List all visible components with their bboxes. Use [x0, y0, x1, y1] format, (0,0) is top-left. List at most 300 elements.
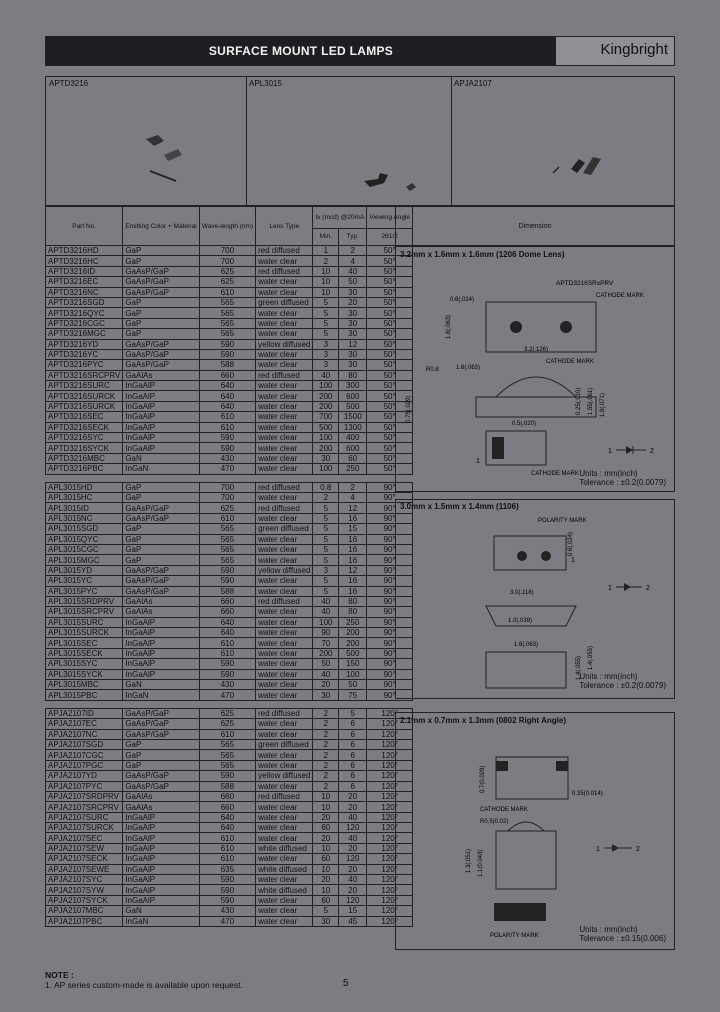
wavelength-cell: 565	[199, 297, 255, 307]
table-row	[46, 781, 413, 791]
table-row	[46, 823, 413, 833]
table-row	[46, 555, 413, 565]
wavelength-cell: 640	[199, 823, 255, 833]
emitting-color-cell: GaP	[123, 329, 199, 339]
package-label: APL3015	[249, 79, 282, 88]
iv-min-cell: 100	[313, 464, 339, 474]
lens-type-cell: water clear	[256, 329, 313, 339]
lens-type-cell: yellow diffused	[256, 771, 313, 781]
iv-typ-cell: 20	[339, 791, 367, 801]
table-row	[46, 895, 413, 905]
wavelength-cell: 700	[199, 256, 255, 266]
table-row	[46, 885, 413, 895]
dimension-title: 2.1mm x 0.7mm x 1.3mm (0802 Right Angle)	[400, 716, 566, 725]
viewing-angle-cell: 120°	[367, 916, 413, 926]
lens-type-cell: water clear	[256, 391, 313, 401]
iv-typ-cell: 16	[339, 534, 367, 544]
lens-type-cell: green diffused	[256, 739, 313, 749]
lens-type-cell: water clear	[256, 719, 313, 729]
viewing-angle-cell: 50°	[367, 287, 413, 297]
viewing-angle-cell: 50°	[367, 246, 413, 256]
wavelength-cell: 640	[199, 628, 255, 638]
units-text: Units : mm(inch)	[579, 925, 638, 934]
viewing-angle-cell: 90°	[367, 492, 413, 502]
part-no-cell: APTD3216MGC	[46, 329, 123, 339]
viewing-angle-cell: 90°	[367, 534, 413, 544]
viewing-angle-cell: 90°	[367, 607, 413, 617]
iv-min-cell: 5	[313, 308, 339, 318]
lens-type-cell: water clear	[256, 308, 313, 318]
iv-min-cell: 5	[313, 586, 339, 596]
lens-type-cell: white diffused	[256, 843, 313, 853]
emitting-color-cell: GaP	[123, 534, 199, 544]
iv-min-cell: 2	[313, 256, 339, 266]
dimension-title: 3.0mm x 1.5mm x 1.4mm (1106)	[400, 502, 519, 511]
part-no-cell: APL3015QYC	[46, 534, 123, 544]
table-row	[46, 729, 413, 739]
iv-typ-cell: 40	[339, 833, 367, 843]
wavelength-cell: 565	[199, 555, 255, 565]
part-label: APTD3216SRxPRV	[556, 280, 614, 287]
viewing-angle-cell: 50°	[367, 277, 413, 287]
viewing-angle-cell: 50°	[367, 412, 413, 422]
package-label: APTD3216	[49, 79, 89, 88]
viewing-angle-cell: 90°	[367, 482, 413, 492]
wavelength-cell: 625	[199, 708, 255, 718]
dimension-panel-0802	[395, 712, 675, 950]
wavelength-cell: 700	[199, 482, 255, 492]
iv-min-cell: 70	[313, 638, 339, 648]
lens-type-cell: water clear	[256, 381, 313, 391]
iv-min-cell: 2	[313, 781, 339, 791]
emitting-color-cell: InGaAlP	[123, 854, 199, 864]
iv-typ-cell: 20	[339, 297, 367, 307]
dim-label: R0.8	[426, 367, 439, 373]
viewing-angle-cell: 50°	[367, 464, 413, 474]
emitting-color-cell: GaAsP/GaP	[123, 266, 199, 276]
viewing-angle-cell: 90°	[367, 596, 413, 606]
iv-min-cell: 30	[313, 690, 339, 700]
table-row	[46, 854, 413, 864]
viewing-angle-cell: 50°	[367, 391, 413, 401]
lens-type-cell: water clear	[256, 729, 313, 739]
dimension-panel-1206	[395, 246, 675, 492]
dim-label: 1.4(.055)	[576, 655, 582, 680]
part-no-cell: APL3015SYCK	[46, 669, 123, 679]
lens-type-cell: water clear	[256, 659, 313, 669]
iv-typ-cell: 80	[339, 607, 367, 617]
emitting-color-cell: GaAsP/GaP	[123, 513, 199, 523]
viewing-angle-cell: 90°	[367, 648, 413, 658]
iv-typ-cell: 6	[339, 739, 367, 749]
table-row	[46, 544, 413, 554]
table-row	[46, 864, 413, 874]
viewing-angle-cell: 90°	[367, 513, 413, 523]
dim-label: 0.75(.029)	[406, 395, 412, 423]
table-row	[46, 433, 413, 443]
part-no-cell: APJA2107YD	[46, 771, 123, 781]
lens-type-cell: red diffused	[256, 246, 313, 256]
viewing-angle-cell: 120°	[367, 895, 413, 905]
iv-typ-cell: 200	[339, 638, 367, 648]
viewing-angle-cell: 120°	[367, 864, 413, 874]
wavelength-cell: 430	[199, 906, 255, 916]
iv-typ-cell: 1300	[339, 422, 367, 432]
viewing-angle-cell: 50°	[367, 453, 413, 463]
col-part-no: Part No.	[46, 207, 123, 246]
units-note	[579, 469, 666, 487]
table-row	[46, 381, 413, 391]
part-no-cell: APJA2107SYW	[46, 885, 123, 895]
pin-label: 1	[608, 448, 612, 455]
part-no-cell: APJA2107CGC	[46, 750, 123, 760]
cathode-mark-label: CATHODE MARK	[596, 293, 644, 299]
lens-type-cell: red diffused	[256, 708, 313, 718]
led-spec-table	[45, 206, 413, 927]
table-row	[46, 659, 413, 669]
part-no-cell: APJA2107PGC	[46, 760, 123, 770]
lens-type-cell: water clear	[256, 412, 313, 422]
part-no-cell: APTD3216ID	[46, 266, 123, 276]
iv-typ-cell: 4	[339, 492, 367, 502]
emitting-color-cell: GaN	[123, 906, 199, 916]
iv-min-cell: 20	[313, 833, 339, 843]
emitting-color-cell: InGaAlP	[123, 422, 199, 432]
lens-type-cell: green diffused	[256, 524, 313, 534]
part-no-cell: APL3015SRCPRV	[46, 607, 123, 617]
iv-min-cell: 10	[313, 277, 339, 287]
table-row	[46, 596, 413, 606]
emitting-color-cell: InGaAlP	[123, 669, 199, 679]
lens-type-cell: red diffused	[256, 370, 313, 380]
wavelength-cell: 590	[199, 565, 255, 575]
dim-label: 1.6(.063)	[514, 642, 539, 648]
emitting-color-cell: GaAsP/GaP	[123, 339, 199, 349]
dim-label: 3.0(.118)	[510, 590, 534, 596]
apja-package-sketch	[451, 77, 674, 205]
lens-type-cell: water clear	[256, 617, 313, 627]
dim-label: 1.0(.039)	[508, 618, 533, 624]
iv-min-cell: 500	[313, 422, 339, 432]
viewing-angle-cell: 120°	[367, 812, 413, 822]
iv-typ-cell: 40	[339, 875, 367, 885]
cathode-mark-label: CATHODE MARK	[531, 471, 579, 477]
wavelength-cell: 590	[199, 885, 255, 895]
lens-type-cell: water clear	[256, 464, 313, 474]
lens-type-cell: white diffused	[256, 864, 313, 874]
wavelength-cell: 625	[199, 503, 255, 513]
diode-symbol-icon	[612, 844, 619, 852]
dim-label: 0.6(.024)	[450, 297, 475, 303]
polarity-mark-label: POLARITY MARK	[538, 518, 587, 524]
wavelength-cell: 470	[199, 916, 255, 926]
iv-min-cell: 10	[313, 791, 339, 801]
dimension-drawing-1206	[396, 247, 674, 491]
emitting-color-cell: InGaAlP	[123, 628, 199, 638]
part-no-cell: APJA2107PBC	[46, 916, 123, 926]
iv-min-cell: 5	[313, 503, 339, 513]
part-no-cell: APTD3216CGC	[46, 318, 123, 328]
emitting-color-cell: InGaN	[123, 916, 199, 926]
tolerance-text: Tolerance : ±0.2(0.0079)	[579, 478, 666, 487]
col-emitting-color: Emitting Color + Material	[123, 207, 199, 246]
diode-symbol-icon	[626, 446, 633, 454]
lens-type-cell: water clear	[256, 854, 313, 864]
iv-typ-cell: 250	[339, 464, 367, 474]
wavelength-cell: 590	[199, 895, 255, 905]
emitting-color-cell: GaAsP/GaP	[123, 729, 199, 739]
table-row	[46, 906, 413, 916]
table-row	[46, 256, 413, 266]
iv-typ-cell: 16	[339, 586, 367, 596]
table-row	[46, 607, 413, 617]
col-wavelength: Wave-length (nm)	[199, 207, 255, 246]
part-no-cell: APTD3216PBC	[46, 464, 123, 474]
iv-typ-cell: 30	[339, 360, 367, 370]
table-row	[46, 565, 413, 575]
lens-type-cell: water clear	[256, 256, 313, 266]
dim-label: 1.6(.063)	[456, 365, 481, 371]
lens-type-cell: water clear	[256, 669, 313, 679]
iv-typ-cell: 500	[339, 401, 367, 411]
viewing-angle-cell: 50°	[367, 433, 413, 443]
lens-type-cell: water clear	[256, 349, 313, 359]
iv-typ-cell: 100	[339, 669, 367, 679]
iv-typ-cell: 6	[339, 771, 367, 781]
lens-type-cell: water clear	[256, 823, 313, 833]
lens-type-cell: water clear	[256, 513, 313, 523]
part-no-cell: APL3015SYC	[46, 659, 123, 669]
part-no-cell: APJA2107SYC	[46, 875, 123, 885]
dimension-panel-1106	[395, 499, 675, 699]
lens-type-cell: water clear	[256, 277, 313, 287]
wavelength-cell: 640	[199, 812, 255, 822]
iv-min-cell: 5	[313, 297, 339, 307]
iv-min-cell: 40	[313, 596, 339, 606]
lens-type-cell: water clear	[256, 781, 313, 791]
emitting-color-cell: GaAsP/GaP	[123, 586, 199, 596]
wavelength-cell: 640	[199, 617, 255, 627]
iv-min-cell: 2	[313, 729, 339, 739]
table-row	[46, 719, 413, 729]
iv-min-cell: 30	[313, 453, 339, 463]
iv-typ-cell: 6	[339, 719, 367, 729]
iv-min-cell: 200	[313, 401, 339, 411]
viewing-angle-cell: 50°	[367, 401, 413, 411]
col-min: Min.	[313, 228, 339, 245]
table-row	[46, 791, 413, 801]
package-cell-apja	[451, 77, 674, 205]
viewing-angle-cell: 90°	[367, 690, 413, 700]
emitting-color-cell: InGaAlP	[123, 412, 199, 422]
emitting-color-cell: GaN	[123, 680, 199, 690]
iv-min-cell: 5	[313, 329, 339, 339]
iv-typ-cell: 80	[339, 596, 367, 606]
viewing-angle-cell: 120°	[367, 771, 413, 781]
part-no-cell: APJA2107SEWE	[46, 864, 123, 874]
viewing-angle-cell: 120°	[367, 802, 413, 812]
iv-min-cell: 3	[313, 360, 339, 370]
table-row	[46, 617, 413, 627]
part-no-cell: APTD3216SYC	[46, 433, 123, 443]
pin-label: 2	[636, 846, 640, 853]
emitting-color-cell: GaAlAs	[123, 802, 199, 812]
table-row	[46, 412, 413, 422]
wavelength-cell: 470	[199, 464, 255, 474]
table-row	[46, 297, 413, 307]
iv-typ-cell: 20	[339, 802, 367, 812]
lens-type-cell: water clear	[256, 443, 313, 453]
emitting-color-cell: GaAsP/GaP	[123, 708, 199, 718]
wavelength-cell: 660	[199, 596, 255, 606]
part-no-cell: APL3015SECK	[46, 648, 123, 658]
table-row	[46, 370, 413, 380]
bottom-view-outline	[486, 652, 566, 688]
table-row	[46, 916, 413, 926]
cathode-mark-label: CATHODE MARK	[480, 807, 528, 813]
viewing-angle-cell: 90°	[367, 555, 413, 565]
lens-type-cell: water clear	[256, 607, 313, 617]
iv-min-cell: 2	[313, 492, 339, 502]
wavelength-cell: 660	[199, 802, 255, 812]
spec-rows	[46, 246, 413, 927]
emitting-color-cell: GaP	[123, 482, 199, 492]
iv-typ-cell: 12	[339, 565, 367, 575]
wavelength-cell: 588	[199, 781, 255, 791]
emitting-color-cell: GaP	[123, 555, 199, 565]
col-iv: Iv (mcd) @20mA	[313, 207, 367, 229]
lens-type-cell: water clear	[256, 680, 313, 690]
wavelength-cell: 565	[199, 750, 255, 760]
part-no-cell: APJA2107MBC	[46, 906, 123, 916]
iv-min-cell: 2	[313, 739, 339, 749]
viewing-angle-cell: 120°	[367, 843, 413, 853]
dim-label: 0.5(.020)	[512, 421, 537, 427]
pin-label: 1	[476, 458, 480, 465]
iv-typ-cell: 6	[339, 750, 367, 760]
wavelength-cell: 610	[199, 843, 255, 853]
lens-type-cell: water clear	[256, 453, 313, 463]
table-row	[46, 833, 413, 843]
table-row	[46, 277, 413, 287]
viewing-angle-cell: 50°	[367, 422, 413, 432]
iv-min-cell: 2	[313, 719, 339, 729]
iv-min-cell: 2	[313, 760, 339, 770]
note-title: NOTE :	[45, 970, 74, 980]
iv-typ-cell: 15	[339, 524, 367, 534]
emitting-color-cell: GaAlAs	[123, 596, 199, 606]
lens-type-cell: water clear	[256, 760, 313, 770]
iv-min-cell: 10	[313, 885, 339, 895]
top-view-outline	[486, 302, 596, 352]
dim-label: 3.2(.126)	[524, 347, 549, 353]
group-separator	[46, 700, 413, 708]
lens-type-cell: water clear	[256, 750, 313, 760]
viewing-angle-cell: 50°	[367, 360, 413, 370]
emitting-color-cell: GaAlAs	[123, 370, 199, 380]
table-row	[46, 482, 413, 492]
wavelength-cell: 700	[199, 246, 255, 256]
table-row	[46, 308, 413, 318]
iv-min-cell: 700	[313, 412, 339, 422]
part-no-cell: APTD3216SGD	[46, 297, 123, 307]
part-no-cell: APL3015NC	[46, 513, 123, 523]
emitting-color-cell: InGaAlP	[123, 659, 199, 669]
emitting-color-cell: GaP	[123, 524, 199, 534]
iv-typ-cell: 16	[339, 555, 367, 565]
package-cell-apl	[246, 77, 452, 205]
lens-type-cell: water clear	[256, 875, 313, 885]
iv-typ-cell: 2	[339, 246, 367, 256]
iv-min-cell: 20	[313, 680, 339, 690]
note-text: 1. AP series custom-made is available upon request.	[45, 980, 243, 990]
iv-min-cell: 10	[313, 843, 339, 853]
group-separator	[46, 474, 413, 482]
iv-min-cell: 2	[313, 708, 339, 718]
pin-label: 1	[571, 557, 575, 564]
table-row	[46, 534, 413, 544]
iv-min-cell: 5	[313, 576, 339, 586]
part-no-cell: APTD3216HD	[46, 246, 123, 256]
iv-typ-cell: 16	[339, 544, 367, 554]
pin-label: 1	[596, 846, 600, 853]
viewing-angle-cell: 120°	[367, 875, 413, 885]
lens-type-cell: red diffused	[256, 791, 313, 801]
viewing-angle-cell: 90°	[367, 565, 413, 575]
viewing-angle-cell: 120°	[367, 885, 413, 895]
iv-typ-cell: 400	[339, 433, 367, 443]
emitting-color-cell: GaP	[123, 318, 199, 328]
lens-type-cell: water clear	[256, 318, 313, 328]
lens-type-cell: green diffused	[256, 297, 313, 307]
iv-typ-cell: 200	[339, 628, 367, 638]
viewing-angle-cell: 120°	[367, 823, 413, 833]
part-no-cell: APTD3216EC	[46, 277, 123, 287]
emitting-color-cell: GaAsP/GaP	[123, 287, 199, 297]
footnote	[45, 970, 243, 990]
wavelength-cell: 565	[199, 524, 255, 534]
table-row	[46, 524, 413, 534]
emitting-color-cell: InGaN	[123, 690, 199, 700]
viewing-angle-cell: 50°	[367, 266, 413, 276]
iv-min-cell: 5	[313, 318, 339, 328]
iv-typ-cell: 120	[339, 823, 367, 833]
viewing-angle-cell: 90°	[367, 503, 413, 513]
dome-profile	[496, 377, 576, 397]
aptd-package-sketch	[46, 77, 246, 205]
part-no-cell: APL3015ID	[46, 503, 123, 513]
table-row	[46, 843, 413, 853]
emitting-color-cell: InGaAlP	[123, 401, 199, 411]
iv-typ-cell: 12	[339, 339, 367, 349]
table-row	[46, 690, 413, 700]
wavelength-cell: 590	[199, 349, 255, 359]
part-no-cell: APL3015SEC	[46, 638, 123, 648]
dim-label: 1.6(.063)	[446, 314, 452, 339]
emitting-color-cell: InGaAlP	[123, 443, 199, 453]
iv-min-cell: 3	[313, 565, 339, 575]
part-no-cell: APJA2107ID	[46, 708, 123, 718]
side-view-outline	[496, 831, 556, 889]
wavelength-cell: 640	[199, 391, 255, 401]
part-no-cell: APL3015SURCK	[46, 628, 123, 638]
part-no-cell: APJA2107SGD	[46, 739, 123, 749]
table-row	[46, 422, 413, 432]
table-row	[46, 739, 413, 749]
iv-typ-cell: 300	[339, 381, 367, 391]
table-row	[46, 628, 413, 638]
lens-type-cell: water clear	[256, 895, 313, 905]
